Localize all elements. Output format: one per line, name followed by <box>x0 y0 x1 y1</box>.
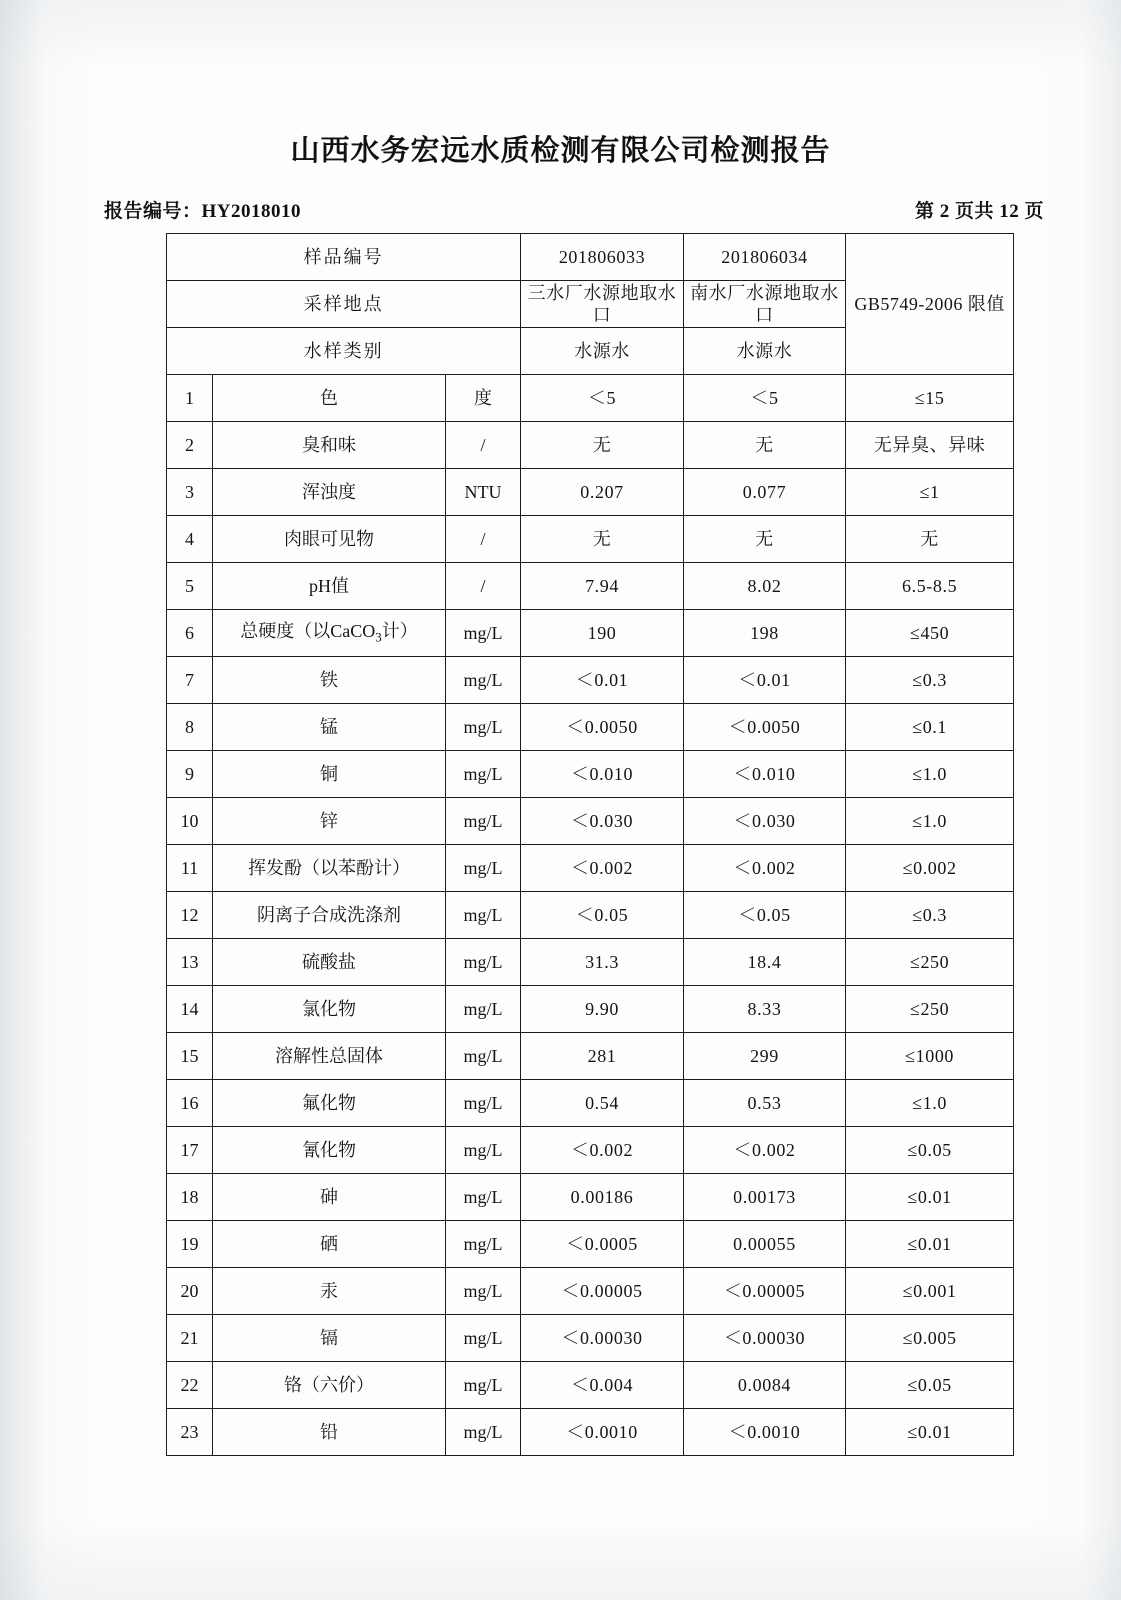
row-parameter-name: 色 <box>213 375 446 422</box>
table-row <box>167 798 1014 845</box>
row-unit: mg/L <box>445 939 520 986</box>
row-index: 11 <box>167 845 213 892</box>
page-title: 山西水务宏远水质检测有限公司检测报告 <box>290 135 831 167</box>
table-row <box>167 939 1014 986</box>
row-limit-value: ≤0.3 <box>846 657 1014 704</box>
header-water-type-2: 水源水 <box>683 328 845 375</box>
row-value-sample-1: ＜0.00005 <box>521 1268 683 1315</box>
row-parameter-name: 锌 <box>213 798 446 845</box>
row-limit-value: ≤1 <box>846 469 1014 516</box>
row-index: 19 <box>167 1221 213 1268</box>
row-limit-value: ≤250 <box>846 939 1014 986</box>
row-value-sample-2: 8.02 <box>683 563 845 610</box>
table-row <box>167 563 1014 610</box>
row-limit-value: ≤0.001 <box>846 1268 1014 1315</box>
row-unit: mg/L <box>445 1409 520 1456</box>
row-unit: mg/L <box>445 986 520 1033</box>
row-value-sample-2: ＜0.0050 <box>683 704 845 751</box>
table-row <box>167 422 1014 469</box>
row-index: 17 <box>167 1127 213 1174</box>
row-unit: mg/L <box>445 751 520 798</box>
row-value-sample-1: 31.3 <box>521 939 683 986</box>
table-row <box>167 845 1014 892</box>
row-value-sample-1: 7.94 <box>521 563 683 610</box>
row-index: 3 <box>167 469 213 516</box>
row-limit-value: ≤0.05 <box>846 1127 1014 1174</box>
row-limit-value: ≤250 <box>846 986 1014 1033</box>
row-value-sample-2: 0.0084 <box>683 1362 845 1409</box>
table-row <box>167 704 1014 751</box>
row-parameter-name: 阴离子合成洗涤剂 <box>213 892 446 939</box>
row-parameter-name: 挥发酚（以苯酚计） <box>213 845 446 892</box>
row-value-sample-2: 18.4 <box>683 939 845 986</box>
row-parameter-name: 氰化物 <box>213 1127 446 1174</box>
row-index: 6 <box>167 610 213 657</box>
row-unit: / <box>445 422 520 469</box>
header-water-type-1: 水源水 <box>521 328 683 375</box>
row-parameter-name: 铜 <box>213 751 446 798</box>
row-index: 15 <box>167 1033 213 1080</box>
row-value-sample-2: ＜0.002 <box>683 845 845 892</box>
table-row <box>167 1315 1014 1362</box>
row-value-sample-2: 无 <box>683 422 845 469</box>
header-sample-no-1: 201806033 <box>521 234 683 281</box>
row-unit: / <box>445 563 520 610</box>
row-index: 4 <box>167 516 213 563</box>
row-value-sample-1: ＜0.0010 <box>521 1409 683 1456</box>
row-value-sample-1: ＜0.030 <box>521 798 683 845</box>
row-index: 14 <box>167 986 213 1033</box>
row-unit: mg/L <box>445 1080 520 1127</box>
row-limit-value: 无 <box>846 516 1014 563</box>
row-value-sample-2: ＜0.0010 <box>683 1409 845 1456</box>
row-unit: 度 <box>445 375 520 422</box>
row-value-sample-1: ＜0.0050 <box>521 704 683 751</box>
row-value-sample-1: 无 <box>521 516 683 563</box>
table-row <box>167 1268 1014 1315</box>
row-index: 23 <box>167 1409 213 1456</box>
row-value-sample-2: 无 <box>683 516 845 563</box>
row-limit-value: ≤0.01 <box>846 1409 1014 1456</box>
row-index: 8 <box>167 704 213 751</box>
row-limit-value: ≤0.1 <box>846 704 1014 751</box>
row-parameter-name: pH值 <box>213 563 446 610</box>
row-index: 18 <box>167 1174 213 1221</box>
row-index: 1 <box>167 375 213 422</box>
row-parameter-name: 氟化物 <box>213 1080 446 1127</box>
row-unit: mg/L <box>445 1221 520 1268</box>
row-value-sample-2: ＜0.00030 <box>683 1315 845 1362</box>
row-parameter-name: 总硬度（以CaCO$_3$计） <box>213 610 446 657</box>
row-value-sample-1: 281 <box>521 1033 683 1080</box>
row-value-sample-2: ＜0.010 <box>683 751 845 798</box>
row-parameter-name: 铅 <box>213 1409 446 1456</box>
row-value-sample-1: ＜0.002 <box>521 1127 683 1174</box>
row-value-sample-2: 0.53 <box>683 1080 845 1127</box>
row-parameter-name: 硫酸盐 <box>213 939 446 986</box>
header-location-label: 采样地点 <box>167 281 521 328</box>
row-parameter-name: 砷 <box>213 1174 446 1221</box>
row-unit: mg/L <box>445 1362 520 1409</box>
report-meta <box>104 196 1044 223</box>
row-parameter-name: 肉眼可见物 <box>213 516 446 563</box>
row-index: 10 <box>167 798 213 845</box>
row-index: 5 <box>167 563 213 610</box>
row-value-sample-2: 299 <box>683 1033 845 1080</box>
row-unit: mg/L <box>445 845 520 892</box>
row-limit-value: ≤1.0 <box>846 751 1014 798</box>
header-sample-no-2: 201806034 <box>683 234 845 281</box>
row-parameter-name: 臭和味 <box>213 422 446 469</box>
row-limit-value: ≤0.05 <box>846 1362 1014 1409</box>
row-value-sample-1: ＜5 <box>521 375 683 422</box>
row-unit: mg/L <box>445 892 520 939</box>
row-value-sample-1: ＜0.00030 <box>521 1315 683 1362</box>
table-row <box>167 1362 1014 1409</box>
row-limit-value: ≤0.01 <box>846 1174 1014 1221</box>
row-limit-value: ≤0.01 <box>846 1221 1014 1268</box>
row-value-sample-2: ＜0.05 <box>683 892 845 939</box>
row-value-sample-2: ＜5 <box>683 375 845 422</box>
row-limit-value: ≤0.3 <box>846 892 1014 939</box>
header-sample-no-label: 样品编号 <box>167 234 521 281</box>
row-limit-value: ≤15 <box>846 375 1014 422</box>
table-row <box>167 1409 1014 1456</box>
row-index: 12 <box>167 892 213 939</box>
table-row <box>167 610 1014 657</box>
row-parameter-name: 汞 <box>213 1268 446 1315</box>
row-limit-value: ≤0.005 <box>846 1315 1014 1362</box>
row-value-sample-2: 0.077 <box>683 469 845 516</box>
row-value-sample-1: 0.207 <box>521 469 683 516</box>
row-unit: mg/L <box>445 657 520 704</box>
row-parameter-name: 铁 <box>213 657 446 704</box>
table-row <box>167 375 1014 422</box>
table-row <box>167 1127 1014 1174</box>
row-index: 22 <box>167 1362 213 1409</box>
row-limit-value: ≤0.002 <box>846 845 1014 892</box>
report-number: 报告编号：HY2018010 <box>104 201 302 222</box>
water-quality-table <box>166 233 1014 1456</box>
row-limit-value: 无异臭、异味 <box>846 422 1014 469</box>
row-value-sample-2: 0.00173 <box>683 1174 845 1221</box>
table-row <box>167 751 1014 798</box>
row-parameter-name: 硒 <box>213 1221 446 1268</box>
row-value-sample-1: ＜0.004 <box>521 1362 683 1409</box>
header-location-2: 南水厂水源地取水口 <box>683 281 845 328</box>
row-value-sample-2: ＜0.002 <box>683 1127 845 1174</box>
row-parameter-name: 镉 <box>213 1315 446 1362</box>
row-value-sample-1: ＜0.002 <box>521 845 683 892</box>
row-index: 7 <box>167 657 213 704</box>
row-index: 21 <box>167 1315 213 1362</box>
row-index: 16 <box>167 1080 213 1127</box>
row-unit: NTU <box>445 469 520 516</box>
table-row <box>167 1174 1014 1221</box>
table-row <box>167 516 1014 563</box>
row-limit-value: ≤1.0 <box>846 1080 1014 1127</box>
header-limit-standard: GB5749-2006 限值 <box>846 234 1014 375</box>
row-value-sample-1: 190 <box>521 610 683 657</box>
row-unit: mg/L <box>445 1268 520 1315</box>
row-parameter-name: 铬（六价） <box>213 1362 446 1409</box>
row-unit: mg/L <box>445 798 520 845</box>
row-index: 2 <box>167 422 213 469</box>
row-value-sample-1: ＜0.01 <box>521 657 683 704</box>
row-value-sample-2: 198 <box>683 610 845 657</box>
row-parameter-name: 浑浊度 <box>213 469 446 516</box>
table-row <box>167 657 1014 704</box>
row-index: 20 <box>167 1268 213 1315</box>
table-row <box>167 1080 1014 1127</box>
row-limit-value: ≤1.0 <box>846 798 1014 845</box>
row-value-sample-1: 9.90 <box>521 986 683 1033</box>
row-unit: mg/L <box>445 1315 520 1362</box>
page-number: 第 2 页共 12 页 <box>914 201 1044 222</box>
row-unit: mg/L <box>445 1033 520 1080</box>
row-unit: mg/L <box>445 1174 520 1221</box>
row-parameter-name: 溶解性总固体 <box>213 1033 446 1080</box>
row-value-sample-1: ＜0.010 <box>521 751 683 798</box>
row-unit: mg/L <box>445 1127 520 1174</box>
row-value-sample-2: 8.33 <box>683 986 845 1033</box>
row-limit-value: ≤450 <box>846 610 1014 657</box>
row-index: 13 <box>167 939 213 986</box>
table-row <box>167 1033 1014 1080</box>
row-unit: mg/L <box>445 610 520 657</box>
table-header-row-sample-no <box>167 234 1014 281</box>
table-row <box>167 1221 1014 1268</box>
row-value-sample-1: ＜0.05 <box>521 892 683 939</box>
row-value-sample-1: 0.54 <box>521 1080 683 1127</box>
row-index: 9 <box>167 751 213 798</box>
row-limit-value: 6.5-8.5 <box>846 563 1014 610</box>
table-row <box>167 986 1014 1033</box>
row-value-sample-2: ＜0.030 <box>683 798 845 845</box>
row-value-sample-2: 0.00055 <box>683 1221 845 1268</box>
row-unit: mg/L <box>445 704 520 751</box>
row-unit: / <box>445 516 520 563</box>
header-location-1: 三水厂水源地取水口 <box>521 281 683 328</box>
row-parameter-name: 锰 <box>213 704 446 751</box>
table-row <box>167 469 1014 516</box>
row-limit-value: ≤1000 <box>846 1033 1014 1080</box>
row-value-sample-2: ＜0.01 <box>683 657 845 704</box>
row-parameter-name: 氯化物 <box>213 986 446 1033</box>
header-water-type-label: 水样类别 <box>167 328 521 375</box>
table-row <box>167 892 1014 939</box>
row-value-sample-1: ＜0.0005 <box>521 1221 683 1268</box>
row-value-sample-2: ＜0.00005 <box>683 1268 845 1315</box>
row-value-sample-1: 无 <box>521 422 683 469</box>
row-value-sample-1: 0.00186 <box>521 1174 683 1221</box>
